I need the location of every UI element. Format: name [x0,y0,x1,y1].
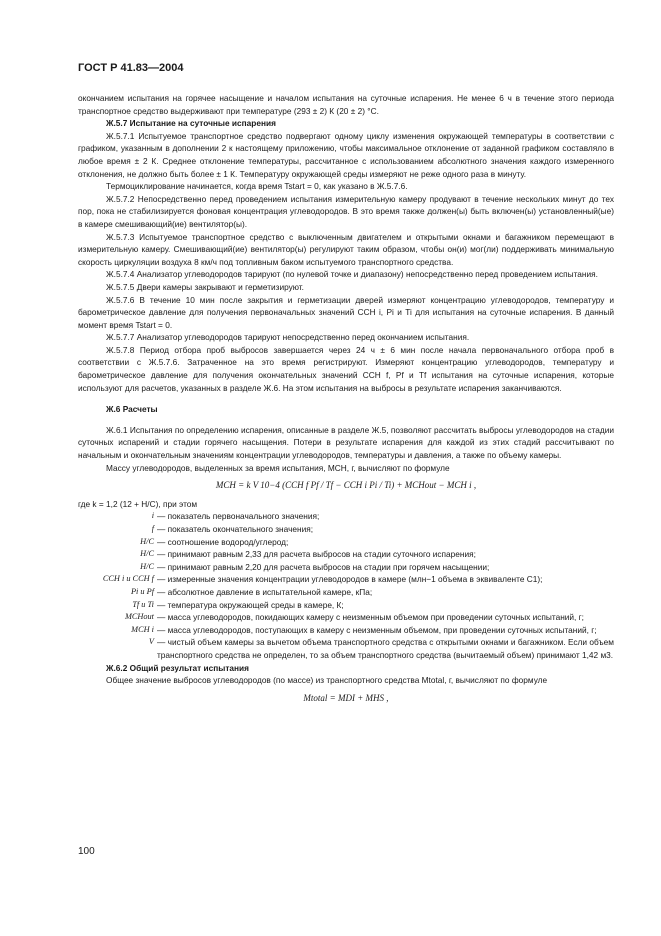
definition-symbol: i [151,511,154,521]
paragraph: Ж.5.7.8 Период отбора проб выбросов завершается через 24 ч ± 6 мин после начала первоначального отбора проб в соответствии с Ж.5.7.6. Затраченное на это время регистрируют. Измеряют концентрацию углеводородов, температуру и барометрическое давление для получения окончательных значений CCH f, Pf и Tf испытания на суточные испарения, которые используют для расчетов, указанных в разделе Ж.6. На этом испытания на выбросы в результате испарения заканчиваются. [78,344,614,393]
paragraph: Ж.5.7.2 Непосредственно перед проведением испытания измерительную камеру продувают в течение нескольких минут до тех пор, пока не стабилизируется фоновая концентрация углеводородов. В это время также должен(ы) быть включен(ы) установленный(ые) в камере смешивающий(ие) вентилятор(ы). [78,193,614,229]
definition-item [78,573,614,586]
definition-text: — принимают равным 2,33 для расчета выбросов на стадии суточного испарения; [157,549,476,560]
definition-text: — соотношение водород/углерод; [157,536,289,547]
definition-symbol: Tf и Ti [132,599,154,609]
definition-text: — измеренные значения концентрации углеводородов в камере (млн−1 объема в эквиваленте С1); [157,574,543,585]
section-heading: Ж.5.7 Испытание на суточные испарения [106,118,276,129]
document-header: ГОСТ Р 41.83—2004 [78,62,184,74]
paragraph: Ж.5.7.7 Анализатор углеводородов тарируют непосредственно перед окончанием испытания. [106,332,470,343]
document-body [78,92,614,710]
definition-text: — принимают равным 2,20 для расчета выбросов на стадии при горячем насыщении; [157,561,490,572]
definition-item [78,636,614,661]
section-heading: Ж.6.2 Общий результат испытания [106,662,249,673]
paragraph: Ж.5.7.4 Анализатор углеводородов тарируют (по нулевой точке и диапазону) непосредственно перед проведением испытания. [106,269,598,280]
paragraph: Ж.5.7.5 Двери камеры закрывают и герметизируют. [106,281,304,292]
definition-symbol: Pi и Pf [130,586,154,596]
paragraph: Ж.5.7.3 Испытуемое транспортное средство с выключенным двигателем и открытыми окнами и багажником перемещают в измерительную камеру. Смешивающий(ие) вентилятор(ы) регулируют таким образом, чтобы он(и) мог(ли) поддерживать минимальную скорость циркуляции воздуха 8 км/ч под топливным баком испытуемого транспортного средства. [78,231,614,267]
definition-text: — абсолютное давление в испытательной камере, кПа; [157,586,373,597]
definition-symbol: H/C [140,536,154,546]
paragraph: Термоциклирование начинается, когда время Tstart = 0, как указано в Ж.5.7.6. [106,181,408,192]
definition-symbol: H/C [140,549,154,559]
definition-item [78,561,614,574]
page-number: 100 [78,846,95,857]
paragraph: Ж.6.1 Испытания по определению испарения, описанные в разделе Ж.5, позволяют рассчитать выбросы углеводородов на стадии суточных испарений и стадии горячего насыщения. Потери в результате испарения для каждой из этих стадий рассчитывают по начальным и окончательным значениям концентрации углеводородов, температуры и давления, а также по объему камеры. [78,424,614,461]
paragraph: Массу углеводородов, выделенных за время испытания, MCH, г, вычисляют по формуле [106,462,450,473]
definition-item [78,624,614,637]
paragraph: где k = 1,2 (12 + H/C), при этом [78,498,198,509]
paragraph: Ж.5.7.1 Испытуемое транспортное средство подвергают одному циклу изменения окружающей температуры в соответствии с графиком, указанным в дополнении 2 к настоящему приложению, чтобы максимальное отклонение от заданной графиком составляло в любое время ± 2 К. Среднее отклонение температуры, рассчитанное с использованием абсолютного значения каждого измеренного отклонения, не должно быть более ± 1 К. Температуру окружающей среды измеряют не реже одного раза в минуту. [78,130,614,179]
definition-text: — масса углеводородов, поступающих в камеру с неизменным объемом, при проведении суточных испытаний, г; [157,624,597,635]
definition-text: — масса углеводородов, покидающих камеру с неизменным объемом при проведении суточных испытаний, г; [157,612,584,623]
paragraph: Ж.5.7.6 В течение 10 мин после закрытия и герметизации дверей измеряют концентрацию углеводородов, температуру и барометрическое давление для получения первоначальных значений CCH i, Pi и Ti для испытания на суточные испарения. В данный момент время Tstart = 0. [78,294,614,330]
definition-item [78,599,614,612]
formula-mch: MCH = k V 10−4 (CCH f Pf / Tf − CCH i Pi / Ti) + MCHout − MCH i , [215,480,477,491]
definition-item [78,536,614,549]
definition-symbol: MCHout [124,612,154,622]
paragraph: Общее значение выбросов углеводородов (по массе) из транспортного средства Mtotal, г, вычисляют по формуле [106,675,548,686]
definition-text: — показатель первоначального значения; [157,511,320,522]
definition-item [78,611,614,624]
definition-item [78,510,614,523]
definition-item [78,548,614,561]
definition-symbol: H/C [140,561,154,571]
section-heading: Ж.6 Расчеты [106,404,158,415]
formula-total: Mtotal = MDI + MHS , [303,692,389,703]
paragraph: окончанием испытания на горячее насыщение и началом испытания на суточные испарения. Не менее 6 ч в течение этого периода транспортное средство выдерживают при температуре (293 ± 2) К (20 ± 2) °С. [78,93,614,116]
definition-text: — температура окружающей среды в камере, К; [157,599,344,610]
definition-symbol: MCH i [131,624,154,634]
definition-symbol: CCH i и CCH f [102,574,154,584]
definition-symbol: f [151,524,154,533]
definition-text: — чистый объем камеры за вычетом объема транспортного средства с открытыми окнами и багажником. Если объем транспортного средства не определен, то за объем транспортного средства (вычитаемый объем) принимают 1,42 м3. [157,637,614,660]
definition-symbol: V [148,637,154,647]
definition-item [78,586,614,599]
definition-list [78,510,614,661]
definition-item [78,523,614,536]
definition-text: — показатель окончательного значения; [157,524,314,534]
